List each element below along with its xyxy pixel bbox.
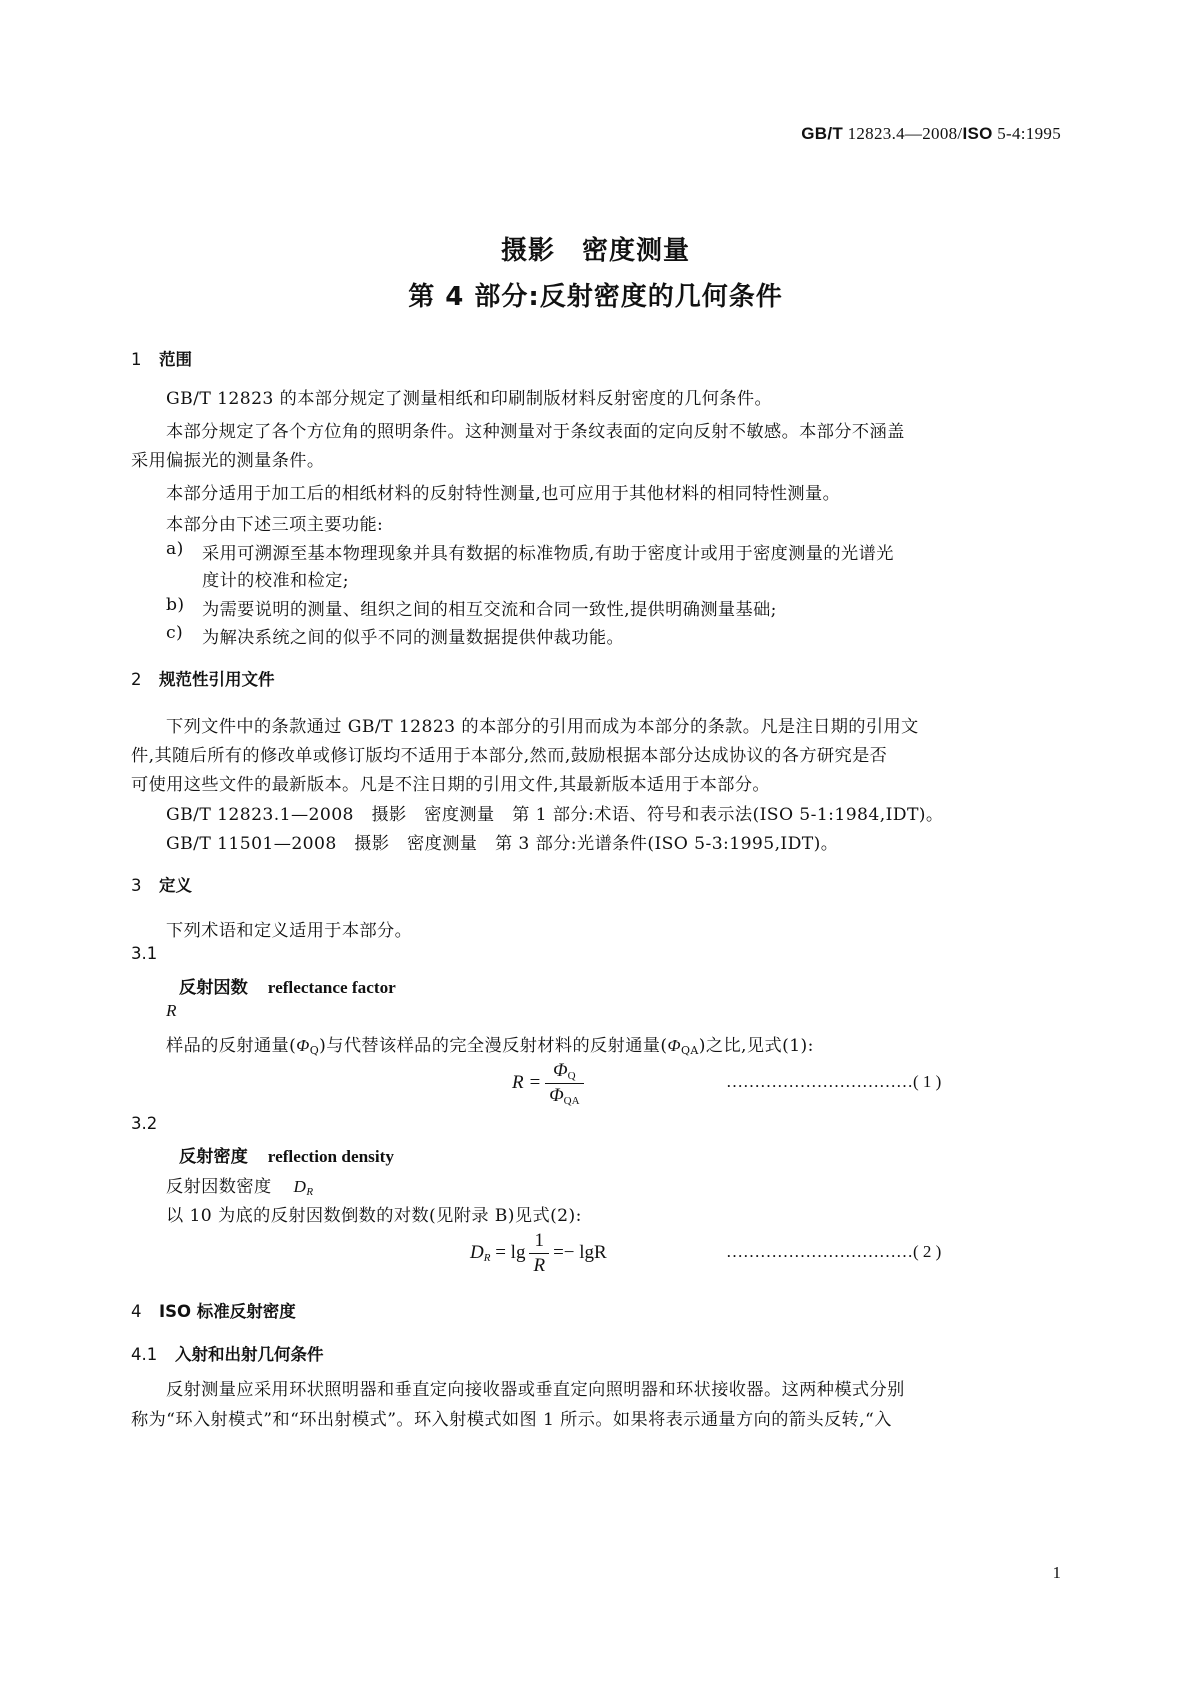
- definition-3-2-description: 以 10 为底的反射因数倒数的对数(见附录 B)见式(2):: [166, 1206, 582, 1226]
- list-item-b: 为需要说明的测量、组织之间的相互交流和合同一致性,提供明确测量基础;: [202, 600, 777, 620]
- fraction-denominator: R: [533, 1255, 546, 1276]
- phi-subscript: QA: [681, 1044, 699, 1057]
- document-title-line1: 摄影 密度测量: [500, 236, 690, 266]
- section-3-heading: [131, 872, 192, 896]
- phi-symbol: Φ: [667, 1036, 681, 1055]
- section-4-heading: [131, 1298, 296, 1322]
- numerator-phi: Φ: [553, 1060, 568, 1081]
- fraction-numerator: 1: [529, 1230, 549, 1254]
- s3-intro: 下列术语和定义适用于本部分。: [166, 921, 413, 941]
- s4-paragraph-1a: 反射测量应采用环状照明器和垂直定向接收器或垂直定向照明器和环状接收器。这两种模式分别: [166, 1380, 905, 1400]
- desc-part: )与代替该样品的完全漫反射材料的反射通量(: [319, 1036, 668, 1056]
- admitted-term-symbol: D: [293, 1177, 307, 1196]
- list-item-a-line1: 采用可溯源至基本物理现象并具有数据的标准物质,有助于密度计或用于密度测量的光谱光: [202, 544, 894, 564]
- s1-paragraph-2b: 采用偏振光的测量条件。: [131, 451, 325, 471]
- admitted-term-label: 反射因数密度: [166, 1177, 272, 1197]
- section-2-heading: [131, 666, 275, 690]
- section-number: 1: [131, 350, 142, 369]
- section-title: ISO 标准反射密度: [159, 1302, 296, 1321]
- normative-reference-1: GB/T 12823.1—2008 摄影 密度测量 第 1 部分:术语、符号和表示法(ISO 5-1:1984,IDT)。: [166, 805, 944, 825]
- section-1-heading: [131, 346, 192, 370]
- formula-2-number: ……………………………( 2 ): [726, 1242, 942, 1261]
- term-english: reflection density: [267, 1147, 394, 1166]
- term-english: reflectance factor: [267, 978, 396, 997]
- definition-3-1-description: [166, 1031, 814, 1057]
- header-iso-number: 5-4:1995: [992, 124, 1061, 143]
- definition-3-2-number: 3.2: [131, 1114, 158, 1133]
- fraction-numerator: [545, 1060, 583, 1084]
- section-title: 规范性引用文件: [159, 670, 275, 689]
- term-chinese: 反射密度: [179, 1147, 248, 1167]
- numerator-sub: Q: [567, 1070, 576, 1082]
- formula-1: [512, 1060, 588, 1107]
- formula-rhs: =− lgR: [553, 1241, 607, 1263]
- phi-subscript: Q: [309, 1044, 320, 1057]
- admitted-term-subscript: R: [306, 1186, 314, 1198]
- desc-part: )之比,见式(1):: [698, 1036, 814, 1056]
- formula-lg: = lg: [495, 1241, 526, 1263]
- section-title: 定义: [159, 876, 192, 895]
- s2-paragraph-1c: 可使用这些文件的最新版本。凡是不注日期的引用文件,其最新版本适用于本部分。: [131, 775, 771, 795]
- formula-lhs: D: [470, 1241, 484, 1263]
- s4-paragraph-1b: 称为“环入射模式”和“环出射模式”。环入射模式如图 1 所示。如果将表示通量方向的箭头反转,“入: [131, 1410, 892, 1430]
- formula-fraction: [545, 1060, 583, 1107]
- s1-paragraph-3: 本部分适用于加工后的相纸材料的反射特性测量,也可应用于其他材料的相同特性测量。: [166, 484, 841, 504]
- section-title: 范围: [159, 350, 192, 369]
- s1-paragraph-2a: 本部分规定了各个方位角的照明条件。这种测量对于条纹表面的定向反射不敏感。本部分不涵盖: [166, 422, 905, 442]
- list-label-a: a): [166, 539, 184, 559]
- normative-reference-2: GB/T 11501—2008 摄影 密度测量 第 3 部分:光谱条件(ISO 5-3:1995,IDT)。: [166, 834, 839, 854]
- phi-symbol: Φ: [296, 1036, 310, 1055]
- denominator-phi: Φ: [549, 1085, 564, 1106]
- formula-fraction: [529, 1230, 549, 1277]
- fraction-denominator: [545, 1084, 583, 1107]
- formula-lhs: R =: [512, 1071, 542, 1093]
- section-number: 3: [131, 876, 142, 895]
- document-header: [801, 124, 1061, 144]
- document-title-line2: 第 4 部分:反射密度的几何条件: [408, 282, 783, 312]
- s2-paragraph-1b: 件,其随后所有的修改单或修订版均不适用于本部分,然而,鼓励根据本部分达成协议的各方研究是否: [131, 746, 888, 766]
- term-chinese: 反射因数: [179, 978, 248, 998]
- formula-2: [470, 1230, 607, 1277]
- subsection-title: 入射和出射几何条件: [175, 1345, 324, 1364]
- definition-3-2-admitted-term: [166, 1172, 313, 1198]
- list-label-b: b): [166, 595, 185, 615]
- header-std-prefix: GB/T: [801, 124, 844, 143]
- header-iso-prefix: ISO: [962, 124, 993, 143]
- definition-3-2-term: [179, 1142, 394, 1167]
- formula-1-number: ……………………………( 1 ): [726, 1072, 942, 1091]
- desc-part: 样品的反射通量(: [166, 1036, 297, 1056]
- definition-3-1-term: [179, 973, 396, 998]
- section-number: 2: [131, 670, 142, 689]
- denominator-sub: QA: [563, 1095, 580, 1107]
- list-item-c: 为解决系统之间的似乎不同的测量数据提供仲裁功能。: [202, 628, 625, 648]
- subsection-number: 4.1: [131, 1345, 158, 1364]
- list-label-c: c): [166, 623, 184, 643]
- page-number: 1: [1052, 1563, 1061, 1582]
- s1-paragraph-4: 本部分由下述三项主要功能:: [166, 515, 384, 535]
- s2-paragraph-1a: 下列文件中的条款通过 GB/T 12823 的本部分的引用而成为本部分的条款。凡是注日期的引用文: [166, 717, 919, 737]
- s1-paragraph-1: GB/T 12823 的本部分规定了测量相纸和印刷制版材料反射密度的几何条件。: [166, 389, 773, 409]
- section-number: 4: [131, 1302, 142, 1321]
- header-std-number: 12823.4—2008/: [843, 124, 963, 143]
- list-item-a-line2: 度计的校准和检定;: [202, 571, 349, 591]
- definition-3-1-number: 3.1: [131, 944, 158, 963]
- subsection-4-1-heading: [131, 1341, 324, 1365]
- definition-3-1-symbol: R: [166, 1001, 177, 1020]
- formula-lhs-sub: R: [483, 1251, 491, 1264]
